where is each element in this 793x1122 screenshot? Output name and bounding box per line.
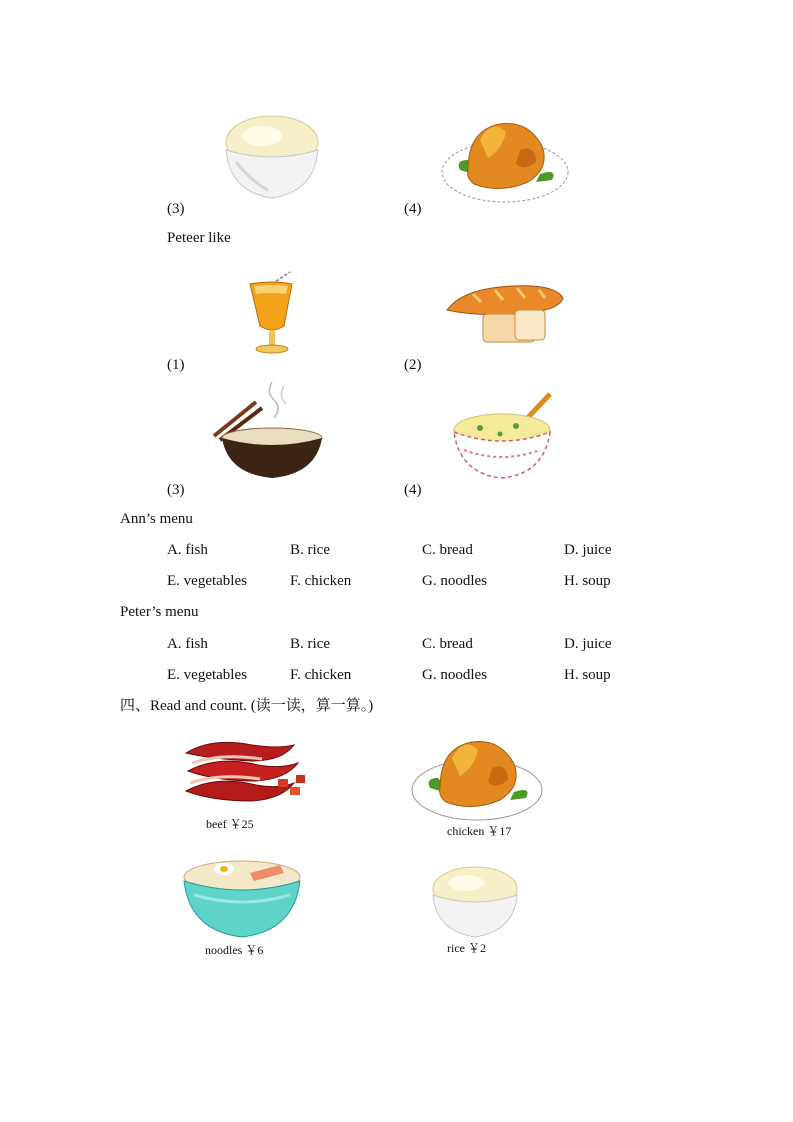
peter-picture-label-2: (2) — [404, 357, 422, 373]
peter-option-e: E. vegetables — [167, 667, 247, 683]
ann-option-d: D. juice — [564, 542, 612, 558]
peter-option-d: D. juice — [564, 636, 612, 652]
chicken-icon — [410, 728, 545, 823]
peter-option-f: F. chicken — [290, 667, 352, 683]
rice-bowl-icon — [222, 112, 322, 202]
ann-picture-label-4: (4) — [404, 201, 422, 217]
beef-icon — [182, 735, 312, 810]
peter-option-h: H. soup — [564, 667, 611, 683]
rice-bowl-icon-2 — [430, 865, 520, 940]
beef-caption: beef ￥25 — [206, 817, 254, 831]
rice-caption: rice ￥2 — [447, 941, 486, 955]
peter-picture-label-4: (4) — [404, 482, 422, 498]
peter-option-c: C. bread — [422, 636, 473, 652]
ann-menu-title: Ann’s menu — [120, 511, 193, 527]
ann-option-e: E. vegetables — [167, 573, 247, 589]
peter-picture-label-3: (3) — [167, 482, 185, 498]
ann-option-g: G. noodles — [422, 573, 487, 589]
ann-option-b: B. rice — [290, 542, 330, 558]
peter-option-a: A. fish — [167, 636, 208, 652]
section4-heading: 四、Read and count. (读一读，算一算。) — [120, 698, 374, 714]
roast-chicken-icon — [440, 110, 570, 205]
ann-option-h: H. soup — [564, 573, 611, 589]
bread-icon — [443, 280, 568, 345]
noodles-bowl-icon — [212, 378, 327, 483]
ann-option-f: F. chicken — [290, 573, 352, 589]
ann-option-a: A. fish — [167, 542, 208, 558]
peter-heading: Peteer like — [167, 230, 231, 246]
noodle-soup-bowl-icon — [180, 855, 305, 940]
chicken-caption: chicken ￥17 — [447, 824, 512, 838]
ann-picture-label-3: (3) — [167, 201, 185, 217]
peter-menu-title: Peter’s menu — [120, 604, 199, 620]
ann-option-c: C. bread — [422, 542, 473, 558]
juice-glass-icon — [242, 270, 302, 355]
peter-option-g: G. noodles — [422, 667, 487, 683]
peter-option-b: B. rice — [290, 636, 330, 652]
soup-bowl-icon — [450, 388, 560, 483]
noodles-caption: noodles ￥6 — [205, 943, 264, 957]
peter-picture-label-1: (1) — [167, 357, 185, 373]
